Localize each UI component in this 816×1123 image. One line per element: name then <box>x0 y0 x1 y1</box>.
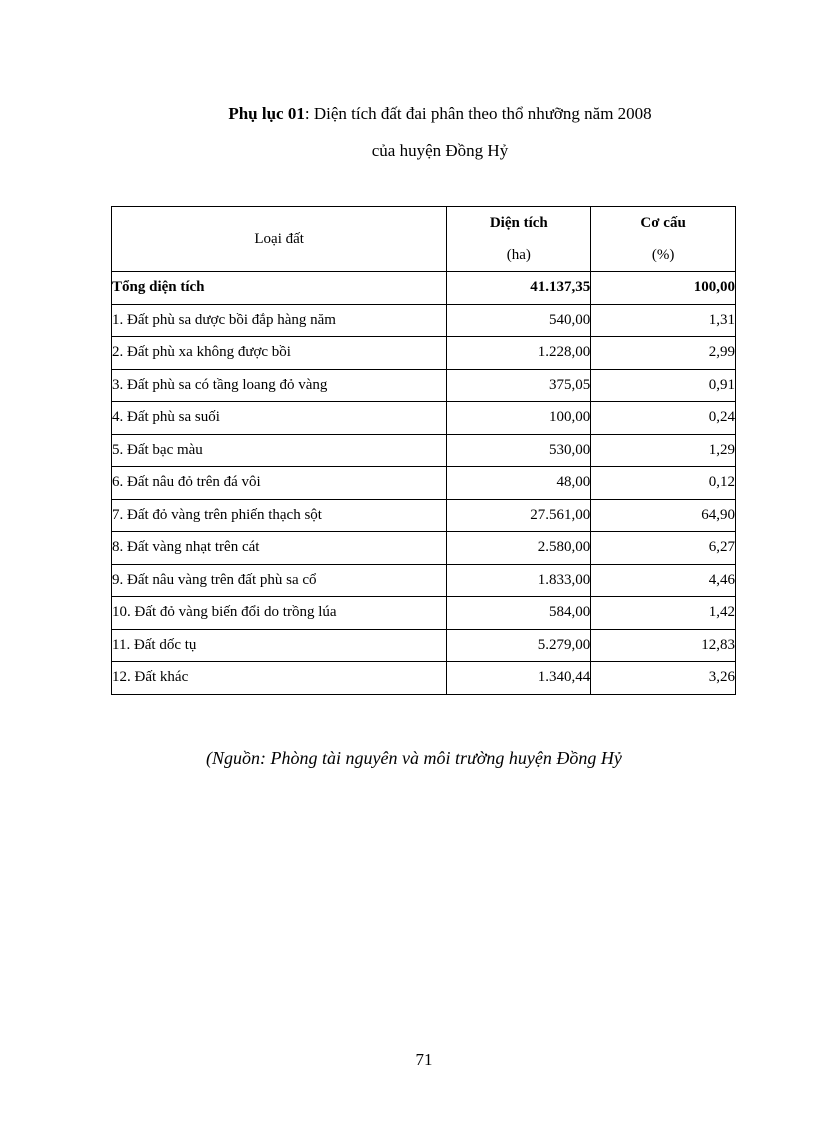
table-row <box>112 337 736 370</box>
soil-type-cell: 11. Đất dốc tụ <box>112 629 447 662</box>
area-cell: 100,00 <box>447 402 591 435</box>
soil-type-cell: 12. Đất khác <box>112 662 447 695</box>
appendix-label: Phụ lục 01 <box>228 104 305 123</box>
share-cell: 64,90 <box>591 499 736 532</box>
total-label: Tổng diện tích <box>112 272 447 305</box>
table-row <box>112 597 736 630</box>
total-area: 41.137,35 <box>447 272 591 305</box>
soil-type-cell: 2. Đất phù xa không được bồi <box>112 337 447 370</box>
soil-type-cell: 3. Đất phù sa có tầng loang đỏ vàng <box>112 369 447 402</box>
header-area-label: Diện tích <box>489 215 548 231</box>
soil-area-table <box>111 206 736 695</box>
header-share-label: Cơ cấu <box>640 215 686 231</box>
page-subtitle: của huyện Đồng Hỷ <box>371 141 509 160</box>
table-row <box>112 564 736 597</box>
header-share <box>591 207 736 272</box>
table-row <box>112 629 736 662</box>
share-cell: 2,99 <box>591 337 736 370</box>
soil-type-cell: 7. Đất đỏ vàng trên phiến thạch sột <box>112 499 447 532</box>
area-cell: 540,00 <box>447 304 591 337</box>
share-cell: 0,24 <box>591 402 736 435</box>
table-row <box>112 402 736 435</box>
area-cell: 2.580,00 <box>447 532 591 565</box>
area-cell: 27.561,00 <box>447 499 591 532</box>
soil-type-cell: 10. Đất đỏ vàng biến đổi do trồng lúa <box>112 597 447 630</box>
area-cell: 5.279,00 <box>447 629 591 662</box>
table-header-row <box>112 207 736 272</box>
table-row <box>112 467 736 500</box>
area-cell: 375,05 <box>447 369 591 402</box>
area-cell: 1.833,00 <box>447 564 591 597</box>
share-cell: 1,42 <box>591 597 736 630</box>
table-row-total <box>112 272 736 305</box>
soil-type-cell: 9. Đất nâu vàng trên đất phù sa cổ <box>112 564 447 597</box>
table-row <box>112 499 736 532</box>
table-row <box>112 532 736 565</box>
area-cell: 1.228,00 <box>447 337 591 370</box>
area-cell: 1.340,44 <box>447 662 591 695</box>
area-cell: 530,00 <box>447 434 591 467</box>
total-share: 100,00 <box>591 272 736 305</box>
page-title <box>32 104 816 124</box>
title-text: : Diện tích đất đai phân theo thổ nhưỡng năm 2008 <box>304 104 652 123</box>
area-cell: 48,00 <box>447 467 591 500</box>
share-cell: 6,27 <box>591 532 736 565</box>
header-area <box>447 207 591 272</box>
table-row <box>112 662 736 695</box>
share-cell: 1,31 <box>591 304 736 337</box>
share-cell: 0,91 <box>591 369 736 402</box>
soil-type-cell: 1. Đất phù sa dược bồi đắp hàng năm <box>112 304 447 337</box>
page-number: 71 <box>415 1050 433 1069</box>
soil-type-cell: 8. Đất vàng nhạt trên cát <box>112 532 447 565</box>
soil-type-cell: 5. Đất bạc màu <box>112 434 447 467</box>
header-soil-type: Loại đất <box>112 207 447 272</box>
table-row <box>112 369 736 402</box>
source-note: (Nguồn: Phòng tài nguyên và môi trường huyện Đồng Hỷ <box>206 748 622 768</box>
share-cell: 3,26 <box>591 662 736 695</box>
header-share-unit: (%) <box>651 247 675 263</box>
soil-type-cell: 6. Đất nâu đỏ trên đá vôi <box>112 467 447 500</box>
soil-type-cell: 4. Đất phù sa suối <box>112 402 447 435</box>
area-cell: 584,00 <box>447 597 591 630</box>
share-cell: 1,29 <box>591 434 736 467</box>
table-row <box>112 434 736 467</box>
table-row <box>112 304 736 337</box>
share-cell: 0,12 <box>591 467 736 500</box>
header-area-unit: (ha) <box>506 247 531 263</box>
share-cell: 12,83 <box>591 629 736 662</box>
share-cell: 4,46 <box>591 564 736 597</box>
